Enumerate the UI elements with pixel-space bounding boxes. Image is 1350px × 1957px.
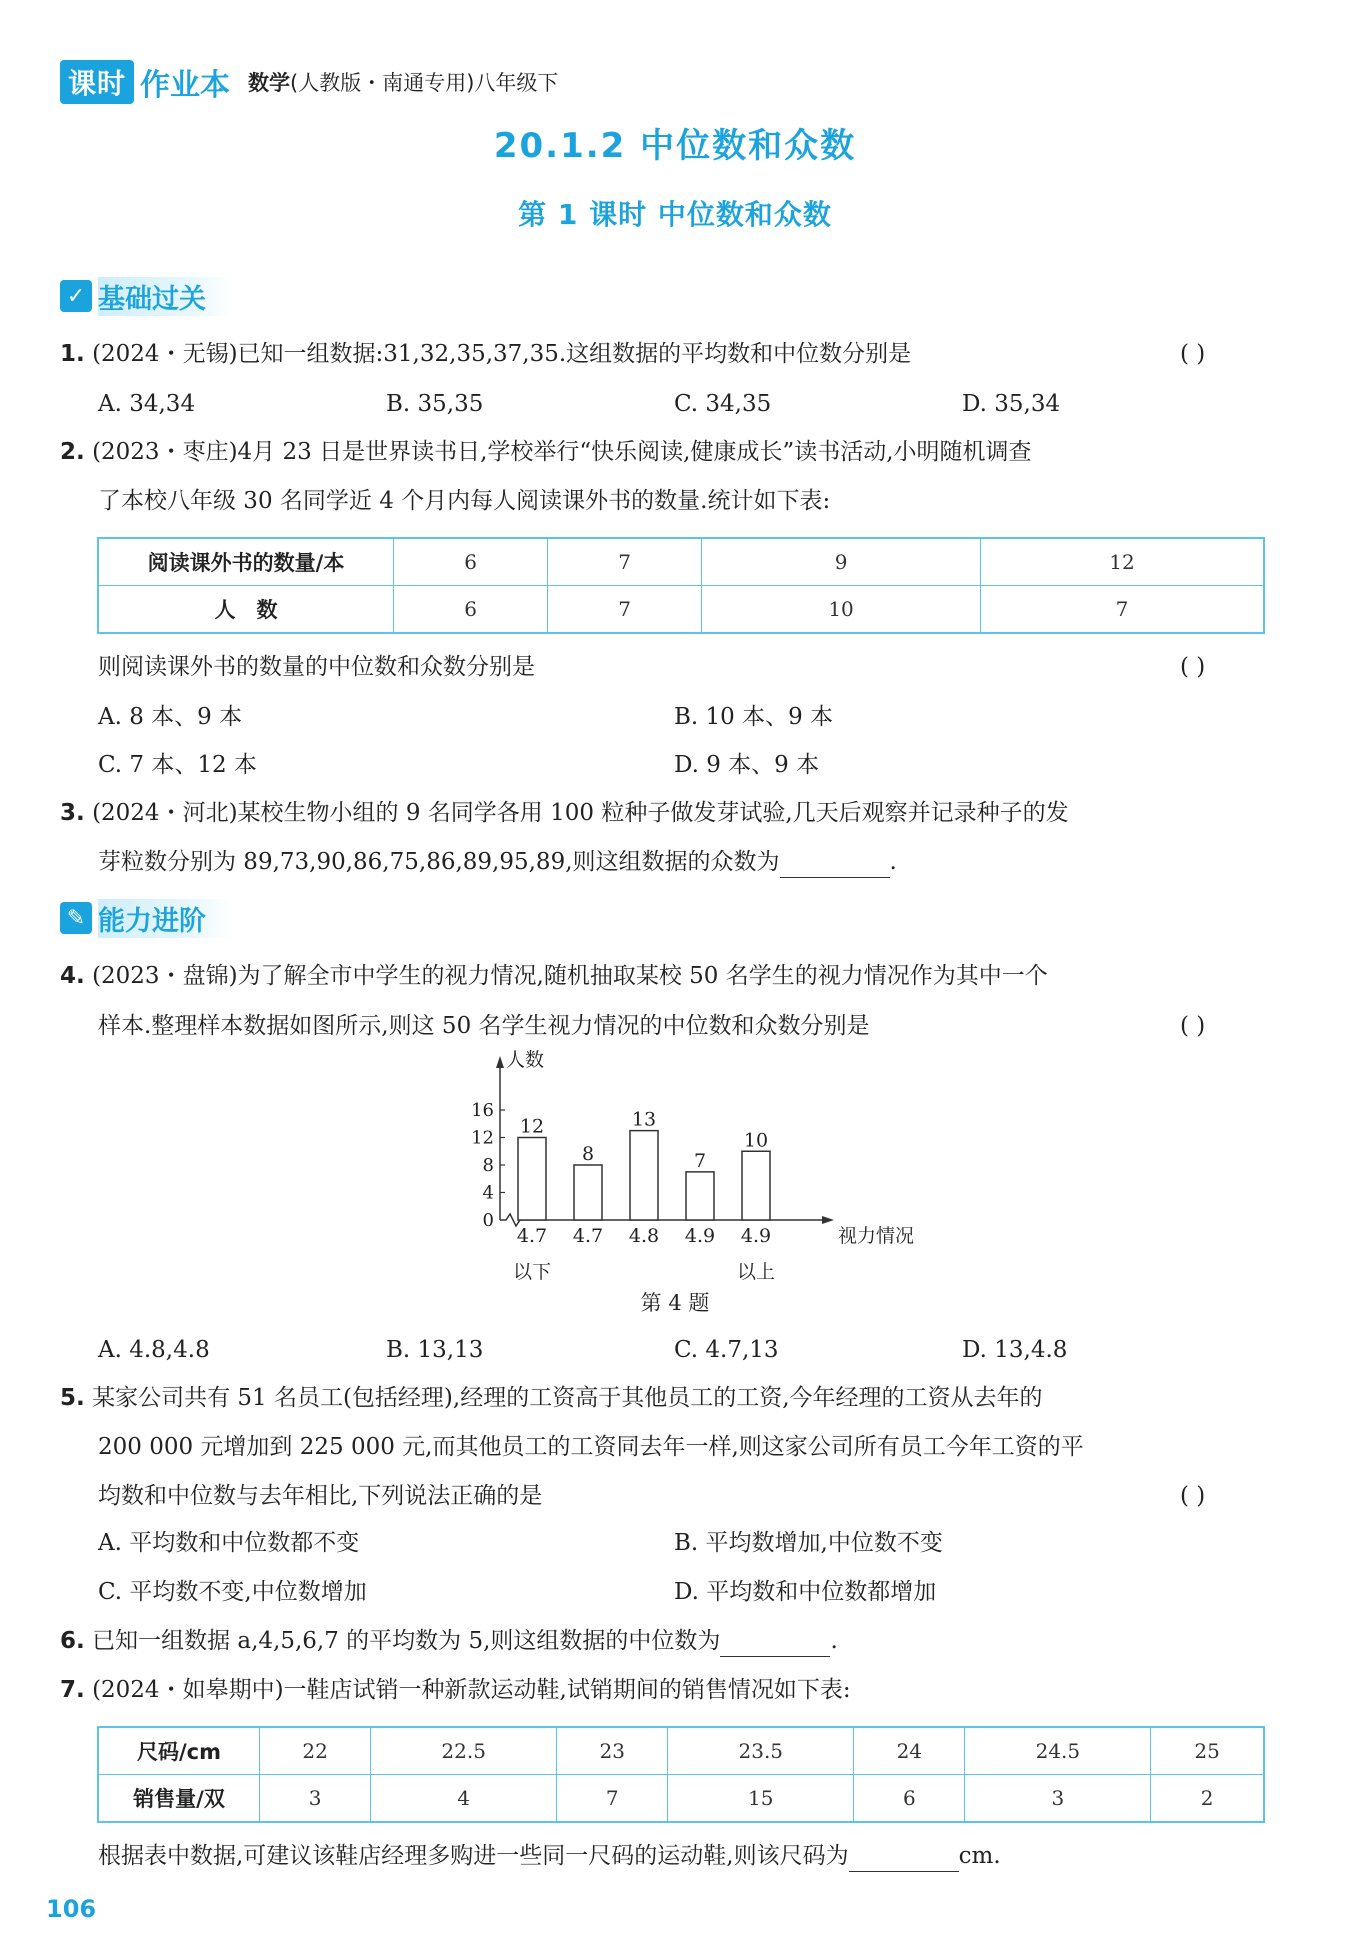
logo-subtitle: 作业本 [140, 68, 231, 103]
q6-number: 6. [60, 1628, 85, 1654]
q2-option-b[interactable]: B. 10 本、9 本 [674, 704, 834, 730]
table-cell: 2 [1151, 1775, 1264, 1823]
bar-value-label: 7 [693, 1149, 707, 1172]
q4-bar-chart [440, 1050, 920, 1300]
x-tick-label: 4.7 [516, 1225, 548, 1247]
y-tick-label: 16 [471, 1100, 494, 1121]
table-cell: 3 [260, 1775, 371, 1823]
x-tick-label: 4.8 [628, 1225, 660, 1247]
book-detail: (人教版・南通专用)八年级下 [290, 71, 559, 95]
q2-table [97, 537, 1265, 634]
x-axis-label: 视力情况 [838, 1225, 915, 1247]
table-cell: 12 [980, 538, 1264, 586]
q2-option-c[interactable]: C. 7 本、12 本 [98, 752, 257, 778]
q5-option-d[interactable]: D. 平均数和中位数都增加 [674, 1579, 937, 1605]
table-cell: 23 [557, 1727, 668, 1775]
table-cell: 25 [1151, 1727, 1264, 1775]
bar-value-label: 13 [631, 1108, 657, 1131]
q5-answer-paren[interactable]: ( ) [1180, 1483, 1206, 1509]
table-cell: 3 [965, 1775, 1151, 1823]
q1-option-d[interactable]: D. 35,34 [962, 391, 1061, 417]
bar [686, 1172, 714, 1220]
q6-end: . [830, 1628, 838, 1654]
check-icon: ✓ [60, 280, 92, 312]
x-tick-label: 4.9 [684, 1225, 716, 1247]
table-cell: 7 [557, 1775, 668, 1823]
q2-option-a[interactable]: A. 8 本、9 本 [98, 704, 243, 730]
q4-answer-paren[interactable]: ( ) [1180, 1013, 1206, 1039]
table-cell: 22.5 [371, 1727, 557, 1775]
q5-number: 5. [60, 1385, 85, 1411]
page-number: 106 [46, 1895, 97, 1923]
y-axis-label: 人数 [506, 1050, 545, 1071]
q2-line2: 了本校八年级 30 名同学近 4 个月内每人阅读课外书的数量.统计如下表: [98, 488, 831, 514]
q1-option-c[interactable]: C. 34,35 [674, 391, 772, 417]
q4-option-b[interactable]: B. 13,13 [386, 1337, 484, 1363]
bar [518, 1138, 546, 1221]
q4-number: 4. [60, 963, 85, 989]
y-axis-arrow [496, 1056, 504, 1068]
q5-stem-1: 某家公司共有 51 名员工(包括经理),经理的工资高于其他员工的工资,今年经理的工资从去年的 [92, 1385, 1043, 1411]
q1-text [60, 338, 911, 370]
table-cell: 10 [702, 586, 981, 634]
q5-option-a[interactable]: A. 平均数和中位数都不变 [98, 1530, 360, 1556]
table-row [98, 586, 1264, 634]
x-tick-label: 4.7 [572, 1225, 604, 1247]
q3-line1 [60, 797, 1069, 829]
q4-stem-1: (2023・盘锦)为了解全市中学生的视力情况,随机抽取某校 50 名学生的视力情况作为其中一个 [92, 963, 1048, 989]
table-cell: 15 [668, 1775, 854, 1823]
q7-answer-blank[interactable] [849, 1847, 959, 1872]
book-info [248, 67, 558, 97]
logo: 课时 [60, 60, 134, 104]
q6-answer-blank[interactable] [720, 1632, 830, 1657]
table-cell: 阅读课外书的数量/本 [98, 538, 394, 586]
table-cell: 销售量/双 [98, 1775, 260, 1823]
table-cell: 6 [394, 538, 548, 586]
q3-end: . [889, 849, 897, 875]
q7-number: 7. [60, 1677, 85, 1703]
q3-answer-blank[interactable] [780, 853, 890, 878]
q5-line1 [60, 1382, 1043, 1414]
table-cell: 4 [371, 1775, 557, 1823]
table-row [98, 538, 1264, 586]
bar [574, 1165, 602, 1220]
table-row [98, 1727, 1264, 1775]
section-basic [60, 276, 232, 316]
q4-line1 [60, 960, 1048, 992]
lesson-title: 20.1.2 中位数和众数 [493, 126, 857, 166]
x-tick-label-line2: 以下 [512, 1261, 552, 1283]
q3-stem-1: (2024・河北)某校生物小组的 9 名同学各用 100 粒种子做发芽试验,几天后观察并记录种子的发 [92, 800, 1069, 826]
section-advanced-label: 能力进阶 [98, 899, 232, 938]
q7-question-text: 根据表中数据,可建议该鞋店经理多购进一些同一尺码的运动鞋,则该尺码为 [98, 1843, 849, 1869]
bar [630, 1131, 658, 1220]
q4-option-a[interactable]: A. 4.8,4.8 [98, 1337, 210, 1363]
q5-line2: 200 000 元增加到 225 000 元,而其他员工的工资同去年一样,则这家公司所有员工今年工资的平 [98, 1434, 1084, 1460]
lesson-subtitle: 第 1 课时 中位数和众数 [518, 198, 832, 231]
y-tick-label: 0 [482, 1210, 494, 1231]
q3-number: 3. [60, 800, 85, 826]
bar-value-label: 8 [581, 1143, 595, 1165]
table-cell: 24 [854, 1727, 965, 1775]
q5-option-b[interactable]: B. 平均数增加,中位数不变 [674, 1530, 943, 1556]
pencil-icon: ✎ [60, 902, 92, 934]
bar [742, 1151, 770, 1220]
q4-option-d[interactable]: D. 13,4.8 [962, 1337, 1068, 1363]
q2-stem-1: (2023・枣庄)4月 23 日是世界读书日,学校举行“快乐阅读,健康成长”读书活动,小明随机调查 [92, 439, 1032, 465]
table-cell: 23.5 [668, 1727, 854, 1775]
q1-stem: (2024・无锡)已知一组数据:31,32,35,37,35.这组数据的平均数和中位数分别是 [92, 341, 912, 367]
x-tick-label: 4.9 [740, 1225, 772, 1247]
table-cell: 9 [702, 538, 981, 586]
book-header [60, 62, 558, 102]
bar-value-label: 10 [743, 1129, 769, 1152]
q1-answer-paren[interactable]: ( ) [1180, 341, 1206, 367]
x-axis-arrow [822, 1216, 834, 1224]
q2-option-d[interactable]: D. 9 本、9 本 [674, 752, 820, 778]
y-tick-label: 12 [471, 1127, 494, 1149]
table-cell: 尺码/cm [98, 1727, 260, 1775]
y-tick-label: 4 [482, 1182, 494, 1204]
q3-line2 [98, 846, 897, 878]
q4-line2: 样本.整理样本数据如图所示,则这 50 名学生视力情况的中位数和众数分别是 [98, 1013, 870, 1039]
table-cell: 7 [548, 586, 702, 634]
table-cell: 7 [548, 538, 702, 586]
q5-option-c[interactable]: C. 平均数不变,中位数增加 [98, 1579, 367, 1605]
section-advanced [60, 898, 232, 938]
q6-line [60, 1625, 838, 1657]
q2-line1 [60, 436, 1032, 468]
table-cell: 人 数 [98, 586, 394, 634]
table-cell: 6 [394, 586, 548, 634]
section-basic-label: 基础过关 [98, 277, 232, 316]
x-tick-label-line2: 以上 [736, 1261, 776, 1283]
table-cell: 22 [260, 1727, 371, 1775]
q3-stem-2: 芽粒数分别为 89,73,90,86,75,86,89,95,89,则这组数据的众数为 [98, 849, 780, 875]
table-cell: 6 [854, 1775, 965, 1823]
q1-number: 1. [60, 341, 85, 367]
q1-option-b[interactable]: B. 35,35 [386, 391, 484, 417]
table-cell: 7 [980, 586, 1264, 634]
q2-question: 则阅读课外书的数量的中位数和众数分别是 [98, 654, 535, 680]
table-row [98, 1775, 1264, 1823]
q4-option-c[interactable]: C. 4.7,13 [674, 1337, 779, 1363]
y-tick-label: 8 [482, 1155, 494, 1176]
q7-line [60, 1674, 851, 1706]
table-cell: 24.5 [965, 1727, 1151, 1775]
q6-stem: 已知一组数据 a,4,5,6,7 的平均数为 5,则这组数据的中位数为 [92, 1628, 721, 1654]
q5-line3: 均数和中位数与去年相比,下列说法正确的是 [98, 1483, 543, 1509]
q7-unit: cm. [958, 1843, 1001, 1869]
q7-table [97, 1726, 1265, 1823]
q7-stem: (2024・如皋期中)一鞋店试销一种新款运动鞋,试销期间的销售情况如下表: [92, 1677, 851, 1703]
q1-option-a[interactable]: A. 34,34 [98, 391, 196, 417]
subject: 数学 [248, 71, 291, 95]
bar-value-label: 12 [519, 1115, 545, 1138]
q2-number: 2. [60, 439, 85, 465]
q4-figure-caption: 第 4 题 [640, 1291, 710, 1315]
q2-answer-paren[interactable]: ( ) [1180, 654, 1206, 680]
q7-question [98, 1840, 1001, 1872]
